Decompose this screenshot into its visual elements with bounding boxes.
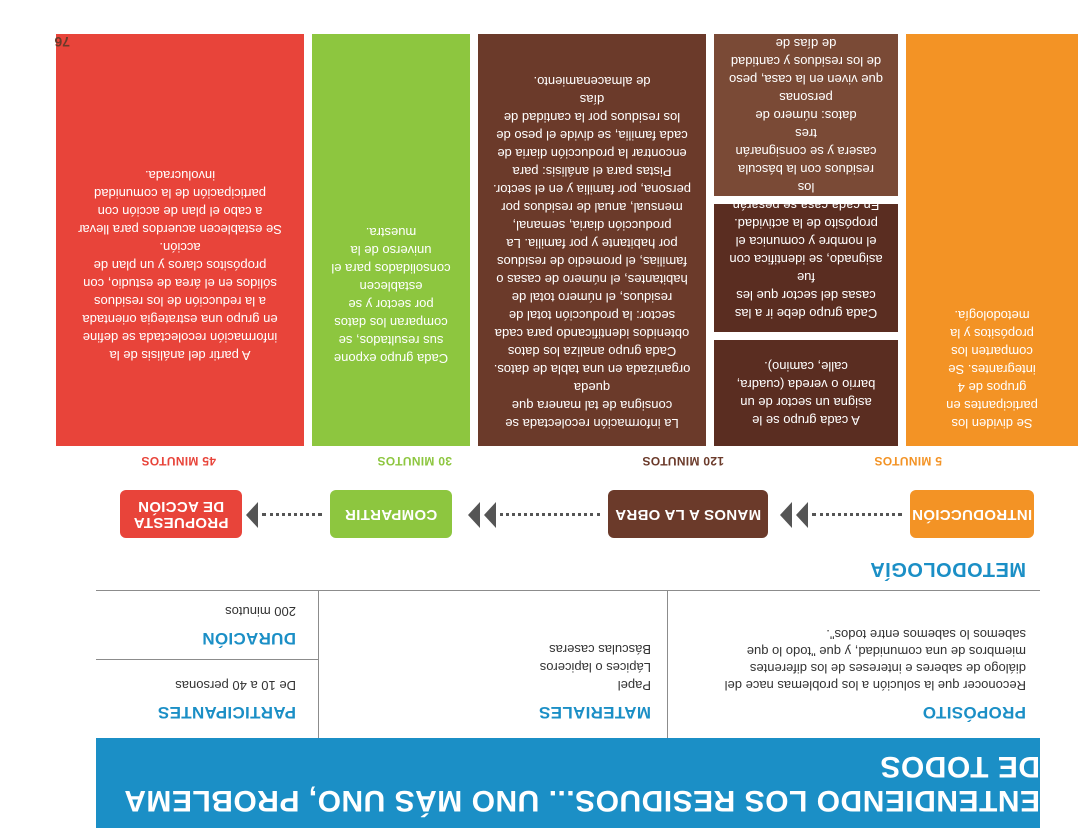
manos-text-1: A cada grupo se le asigna un sector de un barrio o vereda (cuadra, calle, camino). [736,359,876,428]
proposito-section [668,590,1040,738]
manos-text-4: La información recolectada se consigna de tal manera que queda organizada en una tabla de datos. Cada grupo analiza los datos obtenidos identificando para cada sector: la producción total de residuos, el número total de habitantes, el número de casas o familias, el promedio de residuos por habitante y por familia. La producción diaria, semanal, mensual, anual de residuos por persona, por familia y en el sector. Pistas para el análisis: para encontrar la producción diaria de cada familia, se divide el peso de los residuos por la cantidad de días de almacenamiento. [493,74,691,431]
page-title: ENTENDIENDO LOS RESIDUOS... UNO MÁS UNO, PROBLEMA DE TODOS [124,750,1040,817]
materiales-item: Lápices o lapiceros [539,660,651,675]
compartir-box [312,34,470,446]
participantes-duracion-section [96,590,318,738]
duracion-heading: DURACIÓN [201,629,296,648]
step-pill-manos-a-la-obra: MANOS A LA OBRA [608,490,768,538]
step-time: 120 MINUTOS [642,454,724,468]
introduccion-box [906,34,1078,446]
chevron-right-icon [468,502,480,528]
manos-box-4 [478,34,706,446]
proposito-text: Reconocer que la solución a los problemas nace del diálogo de saberes e intereses de los diferentes miembros de una comunidad, y que "todo lo que sabemos lo sabemos entre todos". [724,627,1026,693]
dotted-connector [812,512,902,516]
step-time: 5 MINUTOS [874,454,942,468]
duracion-text: 200 minutos [225,604,296,619]
manos-box-2 [714,204,898,332]
step-pill-compartir: COMPARTIR [330,490,452,538]
dotted-connector [500,512,600,516]
chevron-right-icon [796,502,808,528]
proposito-heading: PROPÓSITO [922,703,1026,722]
materiales-item: Papel [617,678,651,693]
manos-box-3 [714,18,898,213]
manos-text-2: Cada grupo debe ir a las casas del sector que les fue asignado, se identifica con el nombre y comunica el propósito de la actividad. [729,216,883,321]
info-table [96,590,1040,738]
manos-box-1 [714,340,898,446]
compartir-text: Cada grupo expone sus resultados, se comparan los datos por sector y se establecen consolidados para el universo de la muestra. [331,225,451,366]
propuesta-text: A partir del análisis de la información recolectada se define en grupo una estrategia orientada a la reducción de los residuos sólidos en el área de estudio, con propósitos claros y un plan de acción. Se establecen acuerdos para llevar a cabo el plan de acción con participación de la comunidad involucrada. [78,168,282,363]
materiales-item: Básculas caseras [549,642,651,657]
methodology-heading: METODOLOGÍA [869,558,1026,580]
materiales-heading: MATERIALES [538,703,651,722]
step-pill-propuesta-de-accion: PROPUESTA DE ACCIÓN [120,490,242,538]
manos-text-3: En cada casa se pesarán los residuos con la báscula casera y se consignarán tres datos: número de personas que viven en la casa, peso de los residuos y cantidad de días de almacenamiento. [729,18,883,213]
dotted-connector [262,512,322,516]
page-number: 76 [54,34,70,50]
chevron-right-icon [246,502,258,528]
step-pill-introduccion: INTRODUCCIÓN [910,490,1034,538]
materiales-section [319,590,667,738]
introduccion-text: Se dividen los participantes en grupos de 4 integrantes. Se comparten los propósitos y la metodología. [946,308,1038,431]
participantes-heading: PARTICIPANTES [157,703,296,722]
chevron-right-icon [780,502,792,528]
propuesta-box [56,34,304,446]
divider [96,659,318,660]
title-bar [96,738,1040,828]
participantes-text: De 10 a 40 personas [175,678,296,693]
chevron-right-icon [484,502,496,528]
divider [318,590,319,738]
step-time: 45 MINUTOS [141,454,216,468]
divider [667,590,668,738]
step-time: 30 MINUTOS [377,454,452,468]
